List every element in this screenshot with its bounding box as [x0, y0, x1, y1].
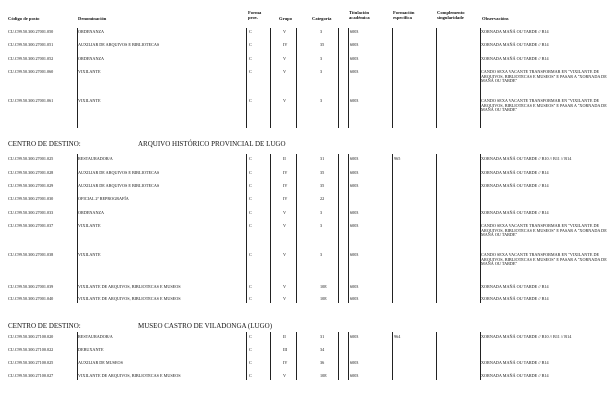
- cell-titulacion: 6003: [350, 69, 359, 74]
- cell-denominacion: VIXILANTE: [78, 252, 101, 257]
- cell-forma: C: [249, 183, 252, 188]
- cell-categoria: 3: [320, 69, 323, 74]
- cell-titulacion: 6003: [350, 98, 359, 103]
- cell-grupo: V: [283, 29, 287, 34]
- cell-forma: C: [249, 296, 252, 301]
- cell-denominacion: AUXILIAR DE ARQUIVOS E BIBLIOTECAS: [78, 170, 160, 175]
- section-label: CENTRO DE DESTINO:: [8, 322, 81, 330]
- cell-codigo: CU.C99.50.300.27001.037: [8, 223, 54, 228]
- cell-forma: C: [249, 56, 252, 61]
- column-divider: [348, 28, 349, 128]
- cell-titulacion: 6003: [350, 252, 359, 257]
- cell-titulacion: 6003: [350, 42, 359, 47]
- cell-denominacion: AUXILIAR DE MUSEOS: [78, 360, 123, 365]
- cell-grupo: V: [283, 56, 287, 61]
- cell-observacions: XORNADA MAÑÁ OU TARDE // B14: [481, 284, 549, 289]
- cell-forma: C: [249, 156, 252, 161]
- cell-denominacion: VIXILANTE DE ARQUIVOS, BIBLIOTECAS E MUSEOS: [78, 284, 181, 289]
- cell-categoria: 3: [320, 210, 323, 215]
- cell-grupo: V: [283, 210, 287, 215]
- cell-forma: C: [249, 42, 252, 47]
- cell-codigo: CU.C99.50.300.27001.030: [8, 196, 54, 201]
- cell-titulacion: 6003: [350, 360, 359, 365]
- cell-observacions: XORNADA MAÑÁ OU TARDE // B14: [481, 210, 549, 215]
- cell-grupo: IV: [283, 183, 288, 188]
- column-divider: [392, 332, 393, 380]
- cell-categoria: 3: [320, 223, 323, 228]
- cell-categoria: 35: [320, 170, 325, 175]
- cell-categoria: 3: [320, 56, 323, 61]
- cell-categoria: 3: [320, 29, 323, 34]
- header-denominacion: Denominación: [78, 16, 107, 21]
- cell-denominacion: RESTAURADOR/A: [78, 156, 113, 161]
- header-complemento: Complemento singularidade: [437, 10, 465, 20]
- cell-formacion: 964: [394, 334, 401, 339]
- column-divider: [338, 332, 339, 380]
- cell-codigo: CU.C99.50.300.27001.061: [8, 98, 54, 103]
- cell-codigo: CU.C99.50.300.27001.029: [8, 183, 54, 188]
- cell-forma: C: [249, 223, 252, 228]
- cell-forma: C: [249, 373, 252, 378]
- cell-denominacion: ORDENANZA: [78, 56, 105, 61]
- cell-observacions: XORNADA MAÑÁ OU TARDE // B14: [481, 56, 549, 61]
- cell-titulacion: 6003: [350, 156, 359, 161]
- cell-denominacion: VIXILANTE: [78, 69, 101, 74]
- cell-categoria: 10E: [320, 296, 327, 301]
- cell-titulacion: 6003: [350, 56, 359, 61]
- cell-codigo: CU.C99.50.300.27001.040: [8, 296, 54, 301]
- cell-forma: C: [249, 210, 252, 215]
- cell-codigo: CU.C99.50.300.27001.038: [8, 252, 54, 257]
- cell-grupo: IV: [283, 42, 288, 47]
- cell-grupo: II: [283, 156, 286, 161]
- cell-categoria: 3: [320, 252, 323, 257]
- cell-codigo: CU.C99.50.300.27100.025: [8, 360, 54, 365]
- column-divider: [338, 154, 339, 303]
- cell-forma: C: [249, 29, 252, 34]
- cell-categoria: 34: [320, 347, 325, 352]
- column-divider: [436, 332, 437, 380]
- column-divider: [270, 154, 271, 303]
- cell-titulacion: 6003: [350, 210, 359, 215]
- section-label: CENTRO DE DESTINO:: [8, 140, 81, 148]
- cell-codigo: CU.C99.50.300.27100.022: [8, 347, 54, 352]
- cell-denominacion: ORDENANZA: [78, 210, 105, 215]
- column-divider: [296, 154, 297, 303]
- column-divider: [338, 28, 339, 128]
- cell-grupo: III: [283, 347, 288, 352]
- cell-observacions: XORNADA MAÑÁ OU TARDE // B14: [481, 360, 549, 365]
- column-divider: [348, 154, 349, 303]
- cell-titulacion: 6003: [350, 183, 359, 188]
- cell-titulacion: 6003: [350, 373, 359, 378]
- column-divider: [246, 154, 247, 303]
- cell-denominacion: AUXILIAR DE ARQUIVOS E BIBLIOTECAS: [78, 42, 160, 47]
- column-divider: [436, 154, 437, 303]
- cell-forma: C: [249, 252, 252, 257]
- header-codigo: Código de posto: [8, 16, 40, 21]
- column-divider: [392, 28, 393, 128]
- header-formacion: Formación específica: [393, 10, 415, 20]
- cell-grupo: V: [283, 284, 287, 289]
- cell-codigo: CU.C99.50.300.27001.060: [8, 69, 54, 74]
- cell-grupo: V: [283, 69, 287, 74]
- cell-grupo: V: [283, 373, 287, 378]
- cell-titulacion: 6003: [350, 223, 359, 228]
- cell-denominacion: OFICIAL 2ª REPROGRAFÍA: [78, 196, 129, 201]
- cell-titulacion: 6003: [350, 29, 359, 34]
- cell-titulacion: 6003: [350, 284, 359, 289]
- cell-titulacion: 6003: [350, 170, 359, 175]
- cell-grupo: IV: [283, 170, 288, 175]
- column-divider: [296, 28, 297, 128]
- cell-codigo: CU.C99.50.300.27100.020: [8, 334, 54, 339]
- cell-grupo: V: [283, 296, 287, 301]
- cell-denominacion: RESTAURADOR/A: [78, 334, 113, 339]
- column-divider: [296, 332, 297, 380]
- cell-observacions: XORNADA MAÑÁ OU TARDE // B10 // B11 // B14: [481, 156, 572, 161]
- cell-denominacion: VIXILANTE DE ARQUIVOS, BIBLIOTECAS E MUSEOS: [78, 296, 181, 301]
- cell-categoria: 31: [320, 156, 325, 161]
- header-titulacion: Titulación académica: [349, 10, 370, 20]
- cell-grupo: IV: [283, 196, 288, 201]
- section-name: MUSEO CASTRO DE VILADONGA (LUGO): [138, 322, 273, 330]
- header-forma: Forma prov.: [248, 10, 262, 20]
- cell-observacions: XORNADA MAÑÁ OU TARDE // B14: [481, 373, 549, 378]
- cell-codigo: CU.C99.50.300.27001.025: [8, 156, 54, 161]
- cell-forma: C: [249, 284, 252, 289]
- cell-denominacion: VIXILANTE DE ARQUIVOS, BIBLIOTECAS E MUSEOS: [78, 373, 181, 378]
- cell-categoria: 31: [320, 334, 325, 339]
- column-divider: [348, 332, 349, 380]
- cell-codigo: CU.C99.50.300.27001.052: [8, 56, 54, 61]
- cell-titulacion: 6003: [350, 296, 359, 301]
- cell-observacions: XORNADA MAÑÁ OU TARDE // B14: [481, 183, 549, 188]
- header-categoria: Categoría: [312, 16, 332, 21]
- column-divider: [246, 28, 247, 128]
- cell-grupo: V: [283, 223, 287, 228]
- section-name: ARQUIVO HISTÓRICO PROVINCIAL DE LUGO: [138, 140, 286, 148]
- cell-categoria: 35: [320, 42, 325, 47]
- column-divider: [270, 332, 271, 380]
- cell-codigo: CU.C99.50.300.27001.051: [8, 42, 54, 47]
- cell-forma: C: [249, 98, 252, 103]
- cell-observacions: CANDO SEXA VACANTE TRANSFORMAR EN "VIXILANTE DE ARQUIVOS, BIBLIOTECAS E MUSEOS" E PASAR A "XORNADA DE MAÑÁ OU TARDE": [481, 223, 607, 238]
- cell-codigo: CU.C99.50.300.27001.039: [8, 284, 54, 289]
- cell-grupo: IV: [283, 360, 288, 365]
- cell-observacions: CANDO SEXA VACANTE TRANSFORMAR EN "VIXILANTE DE ARQUIVOS, BIBLIOTECAS E MUSEOS" E PASAR A "XORNADA DE MAÑÁ OU TARDE": [481, 252, 607, 267]
- column-divider: [436, 28, 437, 128]
- cell-forma: C: [249, 347, 252, 352]
- column-divider: [270, 28, 271, 128]
- cell-observacions: XORNADA MAÑÁ OU TARDE // B14: [481, 29, 549, 34]
- cell-titulacion: 6003: [350, 334, 359, 339]
- cell-denominacion: AUXILIAR DE ARQUIVOS E BIBLIOTECAS: [78, 183, 160, 188]
- cell-categoria: 10E: [320, 284, 327, 289]
- cell-forma: C: [249, 170, 252, 175]
- cell-codigo: CU.C99.50.300.27100.027: [8, 373, 54, 378]
- cell-categoria: 10E: [320, 373, 327, 378]
- cell-denominacion: VIXILANTE: [78, 98, 101, 103]
- cell-observacions: XORNADA MAÑÁ OU TARDE // B14: [481, 170, 549, 175]
- cell-observacions: CANDO SEXA VACANTE TRANSFORMAR EN "VIXILANTE DE ARQUIVOS, BIBLIOTECAS E MUSEOS" E PASAR A "XORNADA DE MAÑÁ OU TARDE": [481, 69, 607, 84]
- cell-observacions: XORNADA MAÑÁ OU TARDE // B14: [481, 296, 549, 301]
- cell-codigo: CU.C99.50.300.27001.028: [8, 170, 54, 175]
- cell-observacions: XORNADA MAÑÁ OU TARDE // B10 // B11 // B14: [481, 334, 572, 339]
- cell-codigo: CU.C99.50.300.27001.033: [8, 210, 54, 215]
- header-grupo: Grupo: [279, 16, 293, 21]
- cell-formacion: 965: [394, 156, 401, 161]
- cell-observacions: XORNADA MAÑÁ OU TARDE // B14: [481, 42, 549, 47]
- cell-categoria: 22: [320, 196, 325, 201]
- cell-categoria: 35: [320, 183, 325, 188]
- cell-grupo: II: [283, 334, 286, 339]
- cell-forma: C: [249, 334, 252, 339]
- header-observacions: Observacións: [482, 16, 509, 21]
- cell-denominacion: ORDENANZA: [78, 29, 105, 34]
- cell-forma: C: [249, 69, 252, 74]
- cell-forma: C: [249, 196, 252, 201]
- cell-denominacion: VIXILANTE: [78, 223, 101, 228]
- cell-grupo: V: [283, 252, 287, 257]
- column-divider: [392, 154, 393, 303]
- cell-categoria: 3: [320, 98, 323, 103]
- cell-codigo: CU.C99.50.300.27001.050: [8, 29, 54, 34]
- cell-observacions: CANDO SEXA VACANTE TRANSFORMAR EN "VIXILANTE DE ARQUIVOS, BIBLIOTECAS E MUSEOS" E PASAR A "XORNADA DE MAÑÁ OU TARDE": [481, 98, 607, 113]
- cell-forma: C: [249, 360, 252, 365]
- cell-denominacion: DEBUXANTE: [78, 347, 104, 352]
- cell-categoria: 36: [320, 360, 325, 365]
- column-divider: [246, 332, 247, 380]
- cell-grupo: V: [283, 98, 287, 103]
